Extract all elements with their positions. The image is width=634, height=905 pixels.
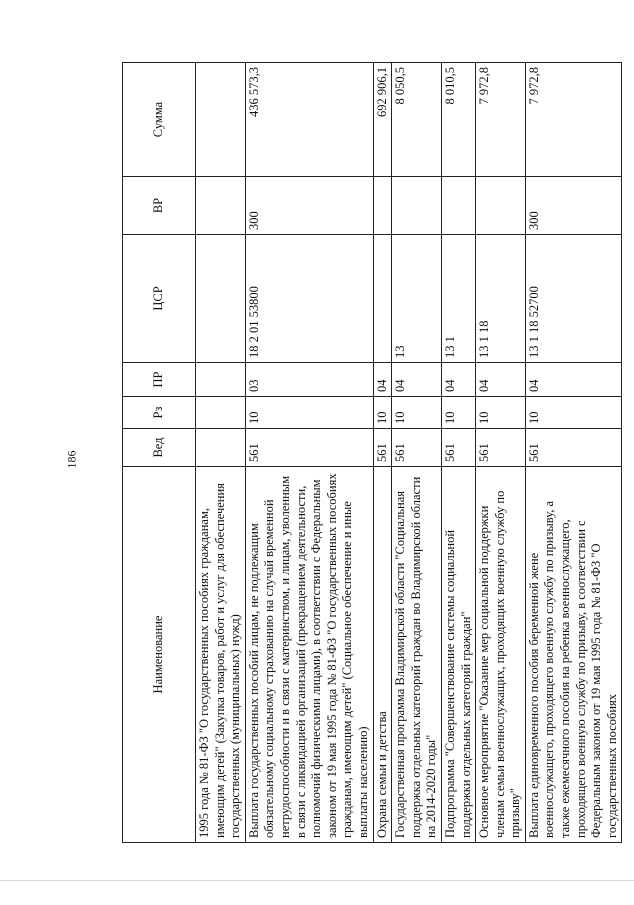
table-row [373, 63, 392, 843]
cell-name: Государственная программа Владимирской области "Социальная поддержка отдельных категорий граждан во Владимирской области на 2014-2020 годы" [392, 467, 442, 843]
table-row [245, 63, 373, 843]
cell-csr [373, 235, 392, 363]
cell-ved: 561 [441, 429, 475, 467]
cell-rz: 10 [245, 397, 373, 429]
header-sum: Сумма [123, 63, 196, 177]
cell-rz: 10 [373, 397, 392, 429]
cell-name: 1995 года № 81-ФЗ "О государственных пособиях гражданам, имеющим детей" (Закупка товаров, работ и услуг для обеспечения государственных (муниципальных) нужд) [196, 467, 246, 843]
cell-pr: 04 [373, 363, 392, 397]
header-name: Наименование [123, 467, 196, 843]
cell-ved: 561 [373, 429, 392, 467]
cell-csr: 13 [392, 235, 442, 363]
cell-vr [196, 177, 246, 235]
cell-name: Подпрограмма "Совершенствование системы социальной поддержки отдельных категорий граждан" [441, 467, 475, 843]
cell-csr: 13 1 [441, 235, 475, 363]
header-vr: ВР [123, 177, 196, 235]
cell-csr: 13 1 18 [476, 235, 526, 363]
cell-pr: 04 [525, 363, 622, 397]
cell-pr [196, 363, 246, 397]
cell-csr: 18 2 01 53800 [245, 235, 373, 363]
header-rz: Рз [123, 397, 196, 429]
cell-ved: 561 [476, 429, 526, 467]
cell-sum: 436 573,3 [245, 63, 373, 177]
table-row [196, 63, 246, 843]
cell-sum: 8 010,5 [441, 63, 475, 177]
table-header-row [123, 63, 196, 843]
cell-sum: 7 972,8 [525, 63, 622, 177]
cell-name: Выплата государственных пособий лицам, не подлежащим обязательному социальному страхованию на случай временной нетрудоспособности и в связи с материнством, и лицам, уволенным в связи с ликвидацией организаций (прекращением деятельности, полномочий физическими лицами), в соответствии с Федеральным законом от 19 мая 1995 года № 81-ФЗ "О государственных пособиях гражданам, имеющим детей" (Социальное обеспечение и иные выплаты населению) [245, 467, 373, 843]
cell-csr [196, 235, 246, 363]
cell-ved: 561 [392, 429, 442, 467]
cell-pr: 04 [441, 363, 475, 397]
table-row [525, 63, 622, 843]
budget-table [122, 62, 622, 843]
cell-rz [196, 397, 246, 429]
cell-rz: 10 [525, 397, 622, 429]
document-page [122, 63, 620, 843]
cell-pr: 04 [476, 363, 526, 397]
cell-ved [196, 429, 246, 467]
header-ved: Вед [123, 429, 196, 467]
header-csr: ЦСР [123, 235, 196, 363]
cell-vr [392, 177, 442, 235]
cell-pr: 04 [392, 363, 442, 397]
scan-edge-line [0, 880, 634, 881]
cell-rz: 10 [441, 397, 475, 429]
cell-sum: 7 972,8 [476, 63, 526, 177]
cell-vr [373, 177, 392, 235]
cell-sum [196, 63, 246, 177]
cell-vr: 300 [245, 177, 373, 235]
cell-name: Основное мероприятие "Оказание мер социальной поддержки членам семьи военнослужащих, проходящих военную службу по призыву" [476, 467, 526, 843]
page-number: 186 [64, 450, 79, 469]
cell-ved: 561 [245, 429, 373, 467]
cell-pr: 03 [245, 363, 373, 397]
cell-ved: 561 [525, 429, 622, 467]
cell-sum: 692 906,1 [373, 63, 392, 177]
table-row [476, 63, 526, 843]
table-row [441, 63, 475, 843]
cell-name: Охрана семьи и детства [373, 467, 392, 843]
cell-name: Выплата единовременного пособия беременной жене военнослужащего, проходящего военную службу по призыву, а также ежемесячного пособия на ребенка военнослужащего, проходящего военную службу по призыву, в соответствии с Федеральным законом от 19 мая 1995 года № 81-ФЗ "О государственных пособиях [525, 467, 622, 843]
cell-csr: 13 1 18 52700 [525, 235, 622, 363]
cell-rz: 10 [476, 397, 526, 429]
cell-vr [476, 177, 526, 235]
cell-vr [441, 177, 475, 235]
cell-rz: 10 [392, 397, 442, 429]
header-pr: ПР [123, 363, 196, 397]
table-row [392, 63, 442, 843]
cell-vr: 300 [525, 177, 622, 235]
cell-sum: 8 050,5 [392, 63, 442, 177]
